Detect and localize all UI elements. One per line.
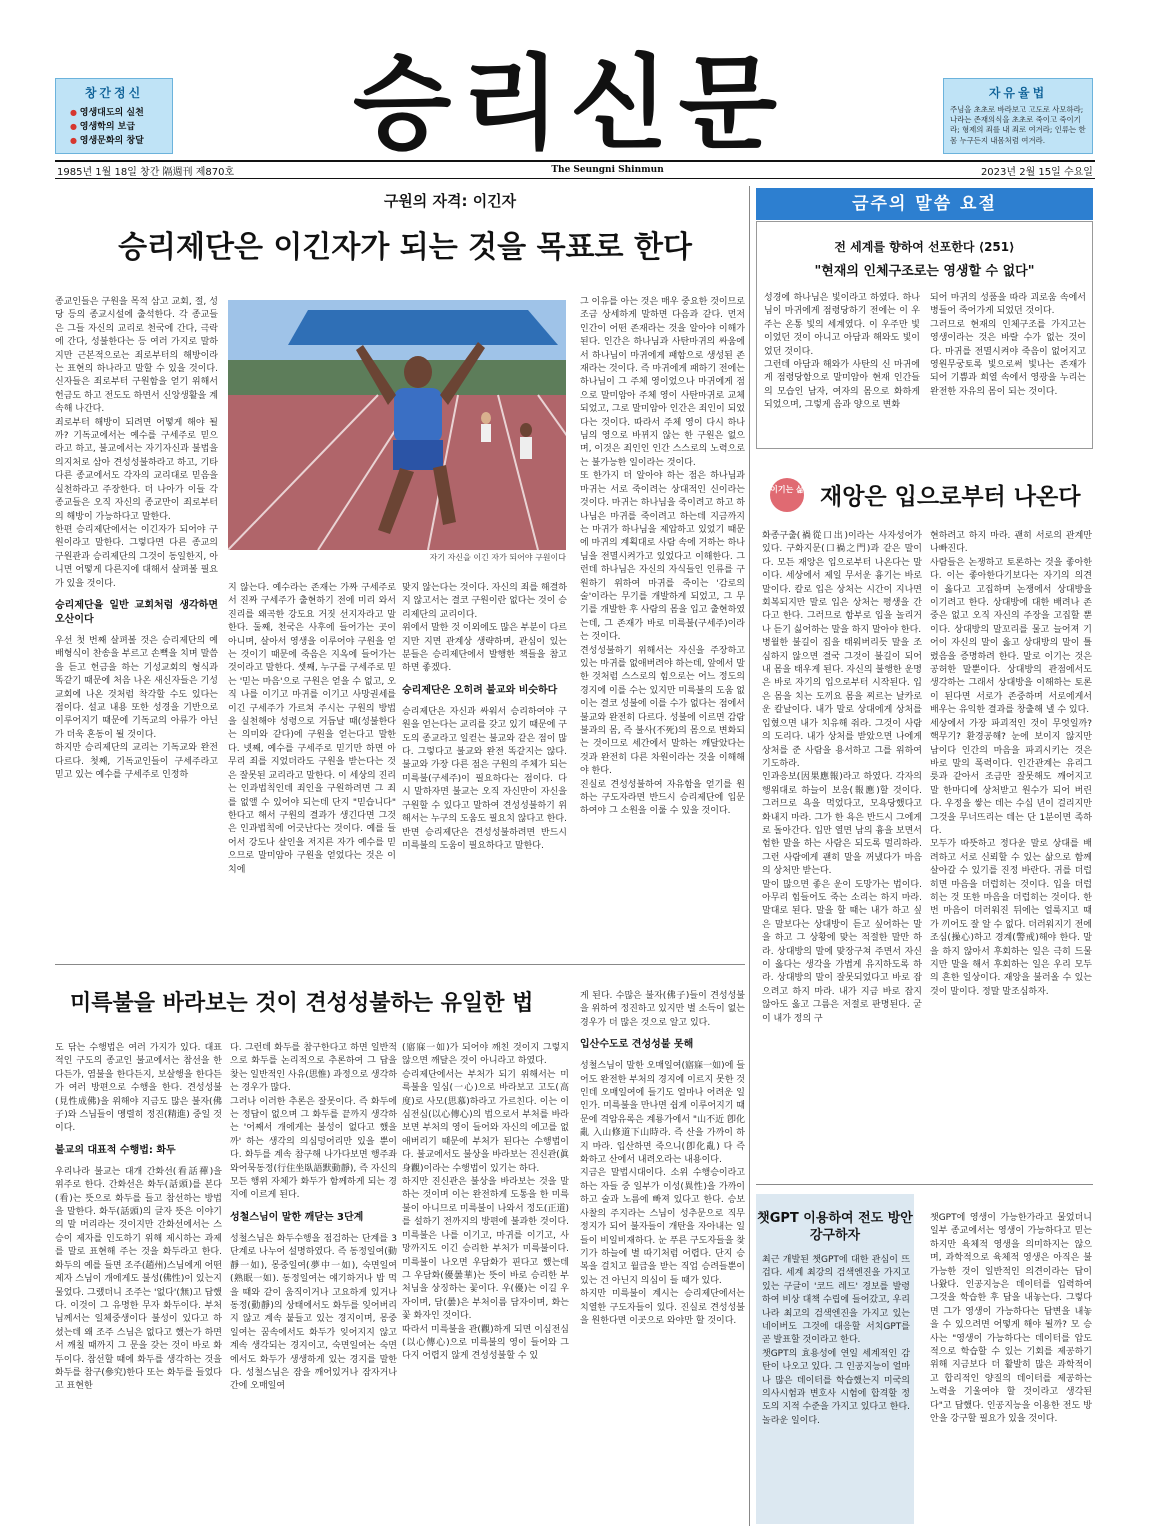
lead-column-3 xyxy=(402,582,567,957)
founding-spirit-list xyxy=(70,106,172,148)
founding-spirit-item: ● 영생대도의 실천 xyxy=(70,106,172,120)
newspaper-title: 승리신문 xyxy=(352,45,788,164)
sermon-col-a-text: 성경에 하나님은 빛이라고 하였다. 하나님이 마귀에게 점령당하기 전에는 이 우주는 온통 빛의 세계였다. 이 우주만 빛이었던 것이 아니고 아담과 해와도 빛이었던 것이다. 그런데 아담과 해와가 사탄의 신 마귀에게 점령당함으로 말미암아 현재 인간들의 모습인 남자, 여자의 몸으로 화하게 되었으며, 그렇게 음과 양으로 변화 xyxy=(764,293,920,411)
issue-date: 2023년 2월 15일 수요일 xyxy=(980,166,1093,178)
founding-spirit-item: ● 영생학의 보급 xyxy=(70,120,172,134)
buddhism-col1-text: 도 닦는 수행법은 여러 가지가 있다. 대표적인 구도의 종교인 불교에서는 참선을 한다든가, 염불을 한다든지, 보살행을 한다든가 여러 방편으로 수행을 한다. 견성성불(見性成佛)을 위해야 지금도 많은 불자(佛子)와 스님들이 멩렬히 정진(精進) 중일 것이다. xyxy=(55,1043,222,1134)
lead-column-4 xyxy=(580,296,745,958)
runner-photo-illustration xyxy=(228,300,566,550)
lead-col3-text: 맞지 않는다는 것이다. 자신의 죄를 해결하지 않고서는 결코 구원이란 없다는 것이 승리제단의 교리이다. 위에서 말한 것 이외에도 많은 부분이 다르지만 지면 관계상 생략하며, 관심이 있는 분들은 승리제단에서 발행한 책들을 참고하면 좋겠다. xyxy=(402,583,567,674)
lead-subhead-3: 승리제단은 오히려 불교와 비슷하다 xyxy=(402,684,558,696)
lead-column-2 xyxy=(228,582,396,957)
buddhism-subhead-2: 성철스님이 말한 깨닫는 3단계 xyxy=(230,1211,364,1223)
gpt-column-b xyxy=(930,1212,1092,1526)
lead-col2-text: 지 않는다. 예수라는 존재는 가짜 구세주로서 진짜 구세주가 출현하기 전에 미리 와서 진리를 왜곡한 강도요 거짓 선지자라고 말한다. 둘째, 천국은 사후에 들어가는 곳이 아니며, 살아서 영생을 이루어야 구원을 얻는 것이기 때문에 죽음은 지옥에 들어가는 것이라고 말한다. 셋째, 누구를 구세주로 믿는 '믿는 마음'으로 구원은 얻을 수 없고, 오직 나를 이기고 마귀를 이기고 사망권세를 이긴 구세주가 가르쳐 주시는 구원의 방법을 실천해야 성령으로 거듭날 때(성불한다는 의미와 같다)에 구원을 얻는다고 말한다. 넷째, 예수를 구세주로 믿기만 하면 아무리 죄를 지었더라도 구원을 받는다는 것은 잘못된 교리라고 말한다. 이 세상의 진리는 인과법칙인데 죄인을 구원하려면 그 죄를 없앨 수 있어야 되는데 단지 "믿습니다" 한다고 해서 구원의 결과가 생긴다면 그것은 인과법칙에 어긋난다는 것이다. 예를 들어서 강도나 살인을 저지른 자가 예수를 믿으므로 말미암아 구원을 얻었다는 것은 이치에 xyxy=(228,583,396,875)
buddhism-column-3 xyxy=(402,1042,569,1527)
living-column-b xyxy=(930,530,1092,1180)
living-column-a xyxy=(762,530,922,1180)
law-of-freedom-box xyxy=(943,78,1093,154)
living-col-b-text: 현하려고 하지 마라. 괜히 서로의 관계만 나빠진다. 사람들은 논쟁하고 토론하는 것을 좋아한다. 이는 좋아한다기보다는 자기의 의견이 옳다고 고집하며 논쟁에서 상대방을 이기려고 한다. 상대방에 대한 배려나 존중은 없고 오직 자신의 주장을 고집할 뿐이다. 상대방의 말꼬리를 물고 늘어져 기어이 자신의 말이 옳고 상대방의 말이 틀렸음을 증명하려 한다. 말로 이기는 것은 공허한 말뿐이다. 상대방의 관점에서도 생각하는 그래서 상대방을 이해하는 토론이 된다면 서로가 존중하며 서로에게서 배우는 유익한 결과를 창출해 낼 수 있다. 세상에서 가장 파괴적인 것이 무엇일까? 핵무기? 환경공해? 눈에 보이지 않지만 남이다 인간의 마음을 파괴시키는 것은 바로 말의 폭력이다. 인간관계는 유리그릇과 같아서 조금만 잘못해도 깨어지고 말 한마디에 상처받고 원수가 되어 버린다. 우정을 쌓는 데는 수십 년이 걸리지만 그것을 무너뜨리는 데는 단 1분이면 족하다. 모두가 따뜻하고 정다운 말로 상대를 배려하고 서로 신뢰할 수 있는 삶으로 함께 살아갈 수 있기를 진정 바란다. 귀를 더럽히면 마음을 더럽히는 것이다. 입을 더럽히는 것 또한 마음을 더럽히는 것이다. 한 번 마음이 더러워진 뒤에는 얼룩지고 때가 끼어도 잘 알 수 없다. 더러워지기 전에 조심(操心)하고 경계(警戒)해야 한다. 말을 하지 않아서 후회하는 일은 극히 드물지만 말을 해서 후회하는 일은 우리 모두의 흔한 일상이다. 재앙을 불러올 수 있는 것이 말이다. 정말 말조심하자. xyxy=(930,531,1092,997)
gpt-headline: 챗GPT 이용하여 전도 방안 강구하자 xyxy=(757,1211,913,1243)
buddhism-col4-text: 게 된다. 수많은 불자(佛子)들이 견성성불을 위하여 정진하고 있지만 별 소득이 없는 경우가 더 많은 것으로 알고 있다. xyxy=(580,991,745,1028)
buddhism-col4b-text: 성철스님이 말한 오매일여(寤寐一如)에 들어도 완전한 부처의 경지에 이르지 못한 것인데 오매일여에 들기도 얼마나 어려운 일인가. 미륵불을 만나면 쉽게 이루어지기 때문에 격암유록은 계룡가에서 "山不近 卽化亂 入山修道下山時라. 즉 산을 가까이 하지 마라. 입산하면 죽으니(卽化亂) 다 즉 화하고 산에서 내려오라는 내용이다. 지금은 말법시대이다. 소위 수행승이라고 하는 자들 중 일부가 이성(異性)을 가까이하고 술과 노름에 빠져 있다고 한다. 승보사찰의 주지라는 스님이 성추문으로 직무정지가 되어 불자들이 개탄을 자아내는 일들이 비일비재하다. 눈 푸른 구도자들을 찾기가 하늘에 별 따기처럼 어렵다. 단지 승복을 걸치고 월급을 받는 직업 승려들뿐이 있는 건 아닌지 의심이 들 때가 있다. 하지만 미륵불이 계시는 승리제단에서는 치열한 구도자들이 있다. 진실로 견성성불을 원한다면 이곳으로 와야만 할 것이다. xyxy=(580,1061,745,1326)
buddhism-col1b-text: 우리나라 불교는 대개 간화선(看話禪)을 위주로 한다. 간화선은 화두(話頭)를 본다(看)는 뜻으로 화두를 들고 참선하는 방법을 말한다. 화두(話頭)의 글자 뜻은 이야기의 말 머리라는 것이지만 간화선에서는 스승이 제자를 인도하기 위해 제시하는 과제를 말로 표현해 주는 것을 화두라고 한다. 화두의 예를 들면 조주(趙州)스님에게 어떤 제자 스님이 개에게도 불성(佛性)이 있는지 물었다. 그랬더니 조주는 '없다'(無)고 답했다. 이것이 그 유명한 무자 화두이다. 부처님께서는 일체중생이다 불성이 있다고 하셨는데 왜 조주 스님은 없다고 했는가 하면서 깨칠 때까지 그 문을 갖는 것이 바로 화두이다. 참선할 때에 화두를 생각하는 것을 화두를 참구(參究)한다 또는 화두를 들었다고 표현한 xyxy=(55,1166,222,1392)
sermon-bar: 금주의 말씀 요절 xyxy=(756,188,1093,220)
lead-kicker: 구원의 자격: 이긴자 xyxy=(383,192,517,210)
law-of-freedom-heading: 자유율법 xyxy=(988,86,1048,100)
buddhism-subhead-4: 입산수도로 견성성불 못해 xyxy=(580,1039,694,1051)
living-badge: 이기는 삶 xyxy=(770,478,804,512)
founding-spirit-heading: 창간정신 xyxy=(84,86,144,100)
photo-caption: 자기 자신을 이긴 자가 되어야 구원이다 xyxy=(429,553,566,562)
buddhism-col2b-text: 성철스님은 화두수행을 점검하는 단계를 3단계로 나누어 설명하였다. 즉 동정일여(動靜一如), 몽중일여(夢中一如), 숙면일여(熟眠一如). 동정일여는 얘기하거나 밥 먹을 때와 같이 움직이거나 고요하게 있거나 동정(動靜)의 상태에서도 화두를 잊어버리지 않고 계속 붙들고 있는 경지이며, 몽중일여는 꿈속에서도 화두가 잊어지지 않고 계속 생각되는 경지이고, 숙면일여는 숙면에서도 화두가 생생하게 있는 경지를 말한다. 성철스님은 잠을 깨어있거나 잠자거나 간에 오매일여 xyxy=(230,1233,397,1392)
runner-photo xyxy=(228,300,566,550)
living-headline: 재앙은 입으로부터 나온다 xyxy=(820,483,1081,510)
buddhism-column-2 xyxy=(230,1042,397,1527)
buddhism-col2-text: 다. 그런데 화두를 참구한다고 하면 일반적으로 화두를 논리적으로 추론하여 그 답을 찾는 일반적인 사유(思惟) 과정으로 생각하는 경우가 많다. 그러나 이러한 추론은 잘못이다. 즉 화두에는 정답이 없으며 그 화두를 끝까지 생각하는 '어째서 개에게는 불성이 없다고 했을까' 하는 생각의 의심덩어리만 있을 뿐이다. 화두를 계속 참구해 나가다보면 행주좌와어묵동정(行住坐臥語默動靜), 즉 자신의 모든 행위 자체가 화두가 함께하게 되는 경지에 이르게 된다. xyxy=(230,1043,397,1201)
living-col-a-text: 화종구출(禍從口出)이라는 사자성어가 있다. 구화지문(口禍之門)과 같은 말이다. 모든 재앙은 입으로부터 나온다는 말이다. 세상에서 제일 무서운 흉기는 바로 말이다. 칼로 입은 상처는 시간이 지나면 회복되지만 말로 입은 상처는 평생을 간다고 한다. 그러므로 함부로 입을 놀리거나 듣기 싫어하는 말을 하지 말아야 한다. 병월한 불길이 집을 태워버리듯 말을 조심하지 않으면 결국 그것이 불길이 되어 내 몸을 태우게 된다. 자신의 불행한 운명은 바로 자기의 입으로부터 시작된다. 입은 몸을 치는 도끼요 몸을 찌르는 날카로운 칼날이다. 내가 말로 상대에게 상처를 입혔으면 내가 치유해 줘라. 그것이 사람의 도리다. 내가 상처를 받았으면 나에게 상처를 준 사람을 용서하고 그를 위하여 기도하라. 인과응보(因果應報)라고 하였다. 각자의 행위대로 하늘이 보응(報應)할 것이다. 그러므로 욕을 먹었다고, 모욕당했다고 화내지 마라. 그가 한 욕은 반드시 그에게로 돌아간다. 입만 열면 남의 흉을 보면서 험한 말을 하는 사람은 되도록 멀리하라. 그런 사람에게 괜히 말을 꺼냈다가 마음의 상처만 받는다. 말이 많으면 좋은 운이 도망가는 법이다. 아무리 힘들어도 죽는 소리는 하지 마라. 말대로 된다. 말을 할 때는 내가 하고 싶은 말보다는 상대방이 듣고 싶어하는 말을 하고 그 상황에 맞는 적절한 말만 하라. 상대방의 말에 맞장구쳐 주면서 자신이 옳다는 생각을 가볍게 유지하도록 하라. 상대방의 말이 잘못되었다고 바로 잡으려고 하지 마라. 내가 지금 바로 잡지 않아도 옳고 그름은 저절로 판명된다. 굳이 내가 정의 구 xyxy=(762,531,922,1024)
issue-info: 1985년 1월 18일 창간 隔週刊 제870호 xyxy=(57,166,235,178)
lead-col1b-text: 우선 첫 번째 살펴볼 것은 승리제단의 예배형식이 찬송을 부르고 손뼉을 치며 말씀을 듣고 헌금을 하는 기성교회의 형식과 똑같기 때문에 처음 나온 새신자들은 기성교회에 나온 것처럼 착각할 수도 있다는 점이다. 설교 내용 또한 성경을 기반으로 이루어지기 때문에 기독교의 아류가 아닌가 더욱 혼동이 될 것이다. 하지만 승리제단의 교리는 기독교와 완전 다르다. 첫째, 기독교인들이 구세주라고 믿고 있는 예수를 구세주로 인정하 xyxy=(55,635,218,780)
buddhism-column-1 xyxy=(55,1042,222,1527)
founding-spirit-box xyxy=(55,78,173,154)
sermon-col-b-text: 되어 마귀의 성품을 따라 괴로움 속에서 병들어 죽어가게 되었던 것이다. 그러므로 현재의 인체구조를 가지고는 영생이라는 것은 바랄 수가 없는 것이다. 마귀를 전멸시켜야 죽음이 없어지고 영원무궁토록 빛으로써 빛나는 존재가 되어 기쁨과 희열 속에서 영광을 누리는 완전한 자유의 몸이 되는 것이다. xyxy=(930,293,1086,397)
section-divider xyxy=(55,964,745,965)
gpt-col-b-text: 챗GPT에 영생이 가능한가라고 물었더니 일부 종교에서는 영생이 가능하다고 믿는 하지만 육체적 영생을 의미하지는 않으며, 과학적으로 육체적 영생은 아직은 불가능한 것이 일반적인 의견이라는 답이 나왔다. 인공지능은 데이터를 입력하여 그것을 학습한 후 답을 내놓는다. 그렇다면 그가 영생이 가능하다는 답변을 내놓을 수 있으려면 어떻게 해야 될까? 모 승사는 "영생이 가능하다는 데이터를 압도적으로 학습할 수 있는 기회를 제공하기 위해 지금보다 더 활발히 많은 과학적이고 합리적인 양질의 데이터를 제공하는 노력을 기울여야 할 것이라고 생각된다"고 답했다. 인공지능을 이용한 전도 방안을 강구할 필요가 있을 것이다. xyxy=(930,1213,1092,1425)
founding-spirit-item: ● 영생문화의 창달 xyxy=(70,134,172,148)
sermon-title: 전 세계를 향하여 선포한다 ⟨251⟩ xyxy=(834,240,1015,254)
buddhism-headline: 미륵불을 바라보는 것이 견성성불하는 유일한 법 xyxy=(70,990,534,1016)
gpt-column-a xyxy=(762,1254,910,1524)
buddhism-col3-text: (寤寐一如)가 되어야 깨친 것이지 그렇지 않으면 깨달은 것이 아니라고 하였다. 승리제단에서는 부처가 되기 위해서는 미륵불을 일심(一心)으로 바라보고 고도(高度)로 사모(思慕)하라고 가르친다. 이는 이심전심(以心傳心)의 법으로서 부처를 바라보면 부처의 영이 들어와 자신의 에고를 없애버리기 때문에 부처가 된다는 수행법이다. 불교에서도 불상을 바라보는 진신관(眞身觀)이라는 수행법이 있기는 하다. 하지만 진신관은 불상을 바라보는 것을 말하는 것이며 이는 완전하게 도통을 한 미륵불이 아니므로 미륵불이 나와서 정도(正道)를 설하기 전까지의 방편에 불과한 것이다. 미륵불은 나를 이기고, 마귀를 이기고, 사망까지도 이긴 승리한 부처가 미륵불이다. 미륵불이 나오면 우담화가 핀다고 했는데 그 우담화(優曇華)는 뜻이 바로 승리한 부처님을 상징하는 꽃이다. 우(優)는 이길 우자이며, 담(曇)은 부처이름 담자이며, 화는 꽃 화자인 것이다. 따라서 미륵불을 관(觀)하게 되면 이심전심(以心傳心)으로 미륵불의 영이 들어와 그다지 어렵지 않게 견성성불할 수 있 xyxy=(402,1043,569,1362)
sermon-subtitle: "현재의 인체구조로는 영생할 수 없다" xyxy=(814,264,1035,279)
lead-col1-text: 종교인들은 구원을 목적 삼고 교회, 절, 성당 등의 종교시설에 출석한다. 각 종교들은 그들 자신의 교리로 천국에 간다, 극락에 간다, 성불한다는 등 여러 가지로 말하지만 근본적으로는 죄로부터의 해방이라는 표현의 하나라고 말할 수 있을 것이다. 신자들은 죄로부터 구원함을 얻기 위해서 헌금도 하고 전도도 하면서 신앙생활을 계속해 나간다. 죄로부터 해방이 되려면 어떻게 해야 될까? 기독교에서는 예수를 구세주로 믿으라고 하고, 불교에서는 자기자신과 불법을 의지처로 삼아 견성성불하라고 하고, 기타 다른 종교에서도 각자의 교리대로 믿음을 실천하라고 주장한다. 더 나아가 이들 각 종교들은 오직 자신의 종교만이 죄로부터의 해방이 가능하다고 말한다. 한편 승리제단에서는 이긴자가 되어야 구원이라고 말한다. 그렇다면 다른 종교의 구원관과 승리제단의 그것이 동일한지, 아니면 어떻게 다른지에 대해서 살펴볼 필요가 있을 것이다. xyxy=(55,297,218,589)
lead-subhead-1: 승리제단을 일반 교회처럼 생각하면 오산이다 xyxy=(55,599,218,625)
lead-column-1 xyxy=(55,296,218,971)
sermon-column-a xyxy=(764,292,920,442)
sermon-column-b xyxy=(930,292,1086,442)
dateline xyxy=(55,160,1095,179)
buddhism-subhead-1: 불교의 대표적 수행법: 화두 xyxy=(55,1144,176,1156)
lead-headline: 승리제단은 이긴자가 되는 것을 목표로 한다 xyxy=(118,230,692,265)
gpt-col-a-text: 최근 개발된 챗GPT에 대한 관심이 뜨겁다. 세계 최강의 검색엔진을 가지고 있는 구글이 '코드 레드' 경보를 발령하여 비상 대책 수립에 들어갔고, 우리나라 최고의 검색엔진을 가지고 있는 네이버도 그것에 대응할 서치GPT를 곧 발표할 것이라고 한다. 챗GPT의 효용성에 연일 세계적인 감탄이 나오고 있다. 그 인공지능이 얼마나 많은 데이터를 학습했는지 미국의 의사시험과 변호사 시험에 합격할 정도의 지적 수준을 가지고 있다고 한다. 놀라운 일이다. xyxy=(762,1255,910,1426)
section-divider xyxy=(756,1184,1093,1185)
lead-col4-text: 그 이유를 아는 것은 매우 중요한 것이므로 조금 상세하게 말하면 다음과 같다. 먼저 인간이 어떤 존재라는 것을 알아야 이해가 된다. 인간은 하나님과 사탄마귀의 싸움에서 하나님이 마귀에게 패함으로 생성된 존재라는 것이다. 즉 마귀에게 패하기 전에는 하나님이 그 주체 영이었으나 마귀에게 점으로 말미암아 주체 영이 사탄마귀로 교체되었고, 그로 말미암아 인간은 죄인이 되었다는 것이다. 따라서 주체 영이 다시 하나님의 영으로 바뀌지 않는 한 구원은 없으며, 이것은 죄인인 인간 스스로의 노력으로는 불가능한 일이라는 것이다. 또 한가지 더 알아야 하는 점은 하나님과 마귀는 서로 죽이려는 상대적인 신이라는 것이다. 마귀는 하나님을 죽이려고 하고 하나님은 마귀를 죽이려고 하는데 지금까지는 마귀가 하나님을 제압하고 있었기 때문에 마귀의 계획대로 사람 속에 거하는 하나님을 전멸시켜가고 있었다고 이해한다. 그런데 하나님은 자신의 자식들인 인류를 구원하기 위하여 마귀를 죽이는 '감로의 술'이라는 무기를 개발하게 되었고, 그 무기를 개발한 후 사람의 몸을 입고 출현하였는데, 그 존재가 바로 미륵불(구세주)이라는 것이다. 견성성불하기 위해서는 자신을 주장하고 있는 마귀를 없애버려야 하는데, 앞에서 말한 것처럼 스스로의 힘으로는 어느 정도의 경지에 이를 수는 있지만 미륵불의 도움 없이는 결코 성불에 이를 수가 없다는 점에서 불교와 완전히 다르다. 성불에 이르면 감람불과의 몸, 즉 불사(不死)의 몸으로 변화되는 것이므로 세간에서 말하는 깨달았다는 것과 완전히 다른 차원이라는 것을 이해해야 한다. 진실로 견성성불하여 자유함을 얻기를 원하는 구도자라면 반드시 승리제단에 입문하여야 그 소원을 이룰 수 있을 것이다. xyxy=(580,297,745,817)
lead-col3b-text: 승리제단은 자신과 싸워서 승리하여야 구원을 얻는다는 교리를 갖고 있기 때문에 구도의 종교라고 일컫는 불교와 같은 점이 많다. 그렇다고 불교와 완전 똑같지는 않다. 불교와 가장 다른 점은 구원의 주체가 되는 미륵불(구세주)이 필요하다는 점이다. 다시 말하자면 불교는 오직 자신만이 자신을 구원할 수 있다고 말하여 견성성불하기 위해서는 누구의 도움도 필요치 않다고 한다. 반면 승리제단은 견성성불하려면 반드시 미륵불의 도움이 필요하다고 말한다. xyxy=(402,706,567,851)
buddhism-column-4 xyxy=(580,990,745,1527)
law-of-freedom-text: 주님을 초초로 바라보고 고도로 사모하라; 나라는 존재의식을 초초로 죽이고 죽이기라; 형제의 죄를 내 죄로 여겨라; 인류는 한 몸 누구든지 내몸처럼 여겨라. xyxy=(950,105,1086,145)
column-divider xyxy=(749,186,750,1526)
english-title: The Seungni Shinmun xyxy=(551,165,664,175)
